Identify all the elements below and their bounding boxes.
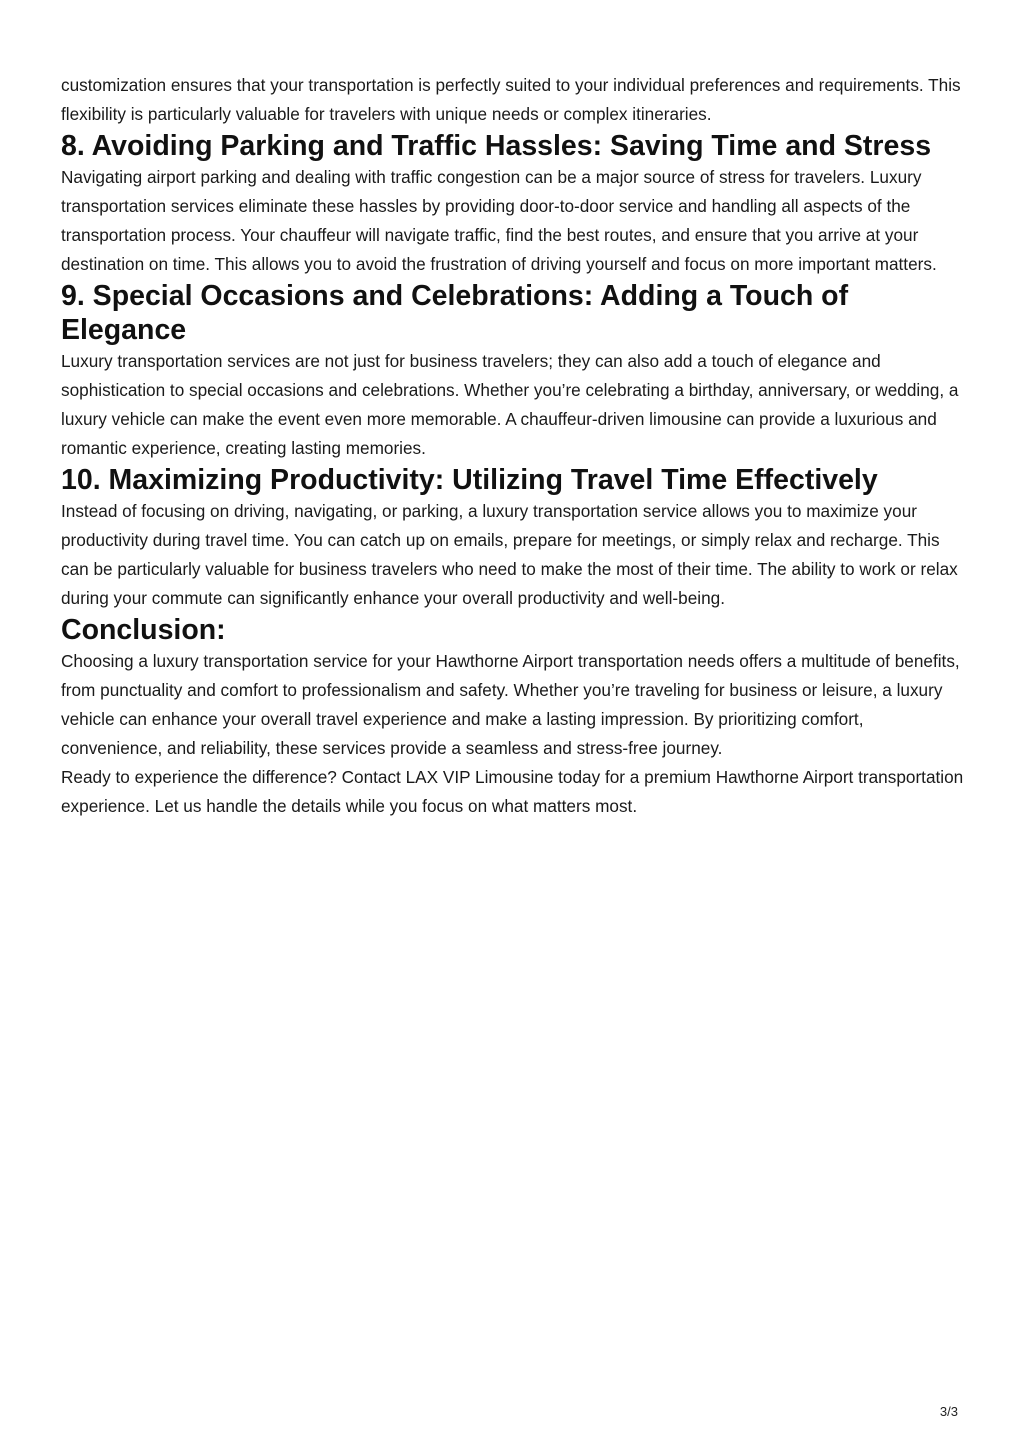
conclusion-paragraph: Choosing a luxury transportation service for your Hawthorne Airport transportation needs offers a multitude of benefits, from punctuality and comfort to professionalism and safety. Whether you’re traveling for business or leisure, a luxury vehicle can enhance your overall travel experience and make a lasting impression. By prioritizing comfort, convenience, and reliability, these services provide a seamless and stress-free journey. (61, 651, 960, 758)
section-heading-special-occasions: 9. Special Occasions and Celebrations: Adding a Touch of Elegance (61, 280, 849, 346)
page-number: 3/3 (939, 1404, 958, 1419)
section-heading-parking-traffic: 8. Avoiding Parking and Traffic Hassles: Saving Time and Stress (61, 130, 932, 162)
section-heading-productivity: 10. Maximizing Productivity: Utilizing Travel Time Effectively (61, 464, 878, 496)
document-page (61, 71, 966, 821)
intro-paragraph: customization ensures that your transportation is perfectly suited to your individual preferences and requirements. This flexibility is particularly valuable for travelers with unique needs or complex itineraries. (61, 75, 961, 124)
section-paragraph-special-occasions: Luxury transportation services are not just for business travelers; they can also add a touch of elegance and sophistication to special occasions and celebrations. Whether you’re celebrating a birthday, anniversary, or wedding, a luxury vehicle can make the event even more memorable. A chauffeur-driven limousine can provide a luxurious and romantic experience, creating lasting memories. (61, 351, 959, 458)
call-to-action-paragraph: Ready to experience the difference? Contact LAX VIP Limousine today for a premium Hawthorne Airport transportation experience. Let us handle the details while you focus on what matters most. (61, 767, 964, 816)
section-paragraph-parking-traffic: Navigating airport parking and dealing with traffic congestion can be a major source of stress for travelers. Luxury transportation services eliminate these hassles by providing door-to-door service and handling all aspects of the transportation process. Your chauffeur will navigate traffic, find the best routes, and ensure that you arrive at your destination on time. This allows you to avoid the frustration of driving yourself and focus on more important matters. (61, 167, 937, 274)
section-heading-conclusion: Conclusion: (61, 614, 226, 646)
section-paragraph-productivity: Instead of focusing on driving, navigating, or parking, a luxury transportation service allows you to maximize your productivity during travel time. You can catch up on emails, prepare for meetings, or simply relax and recharge. This can be particularly valuable for business travelers who need to make the most of their time. The ability to work or relax during your commute can significantly enhance your overall productivity and well-being. (61, 501, 958, 608)
